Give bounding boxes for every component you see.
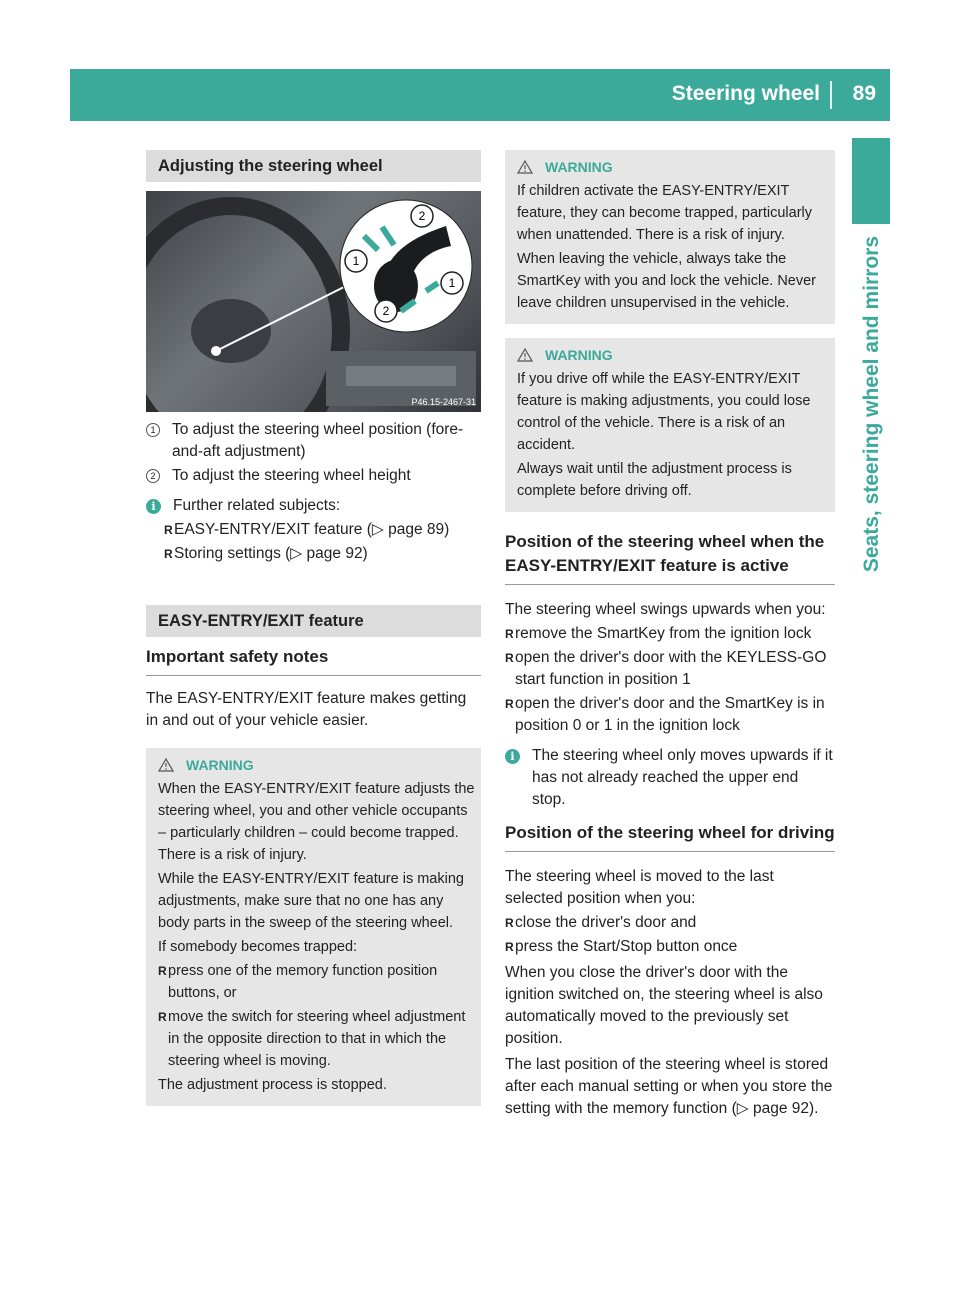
warning-triangle-icon (517, 348, 533, 362)
list-item (158, 960, 475, 1004)
warning-box (146, 748, 481, 1106)
list-item-text: press the Start/Stop button once (515, 938, 738, 955)
warning-label: WARNING (545, 159, 613, 175)
body-text: The steering wheel swings upwards when you: (505, 601, 826, 618)
warning-text: If somebody becomes trapped: (158, 939, 358, 955)
warning-text: Always wait until the adjustment process is complete before driving off. (517, 461, 792, 499)
warning-text: While the EASY-ENTRY/EXIT feature is making adjustments, make sure that no one has any body parts in the sweep of the steering wheel. (158, 871, 464, 931)
callout-text: To adjust the steering wheel height (172, 467, 411, 484)
heading-driving-position: Position of the steering wheel for driving (505, 821, 835, 852)
warning-header (517, 344, 829, 366)
list-item (146, 543, 481, 565)
link-easy-entry[interactable]: EASY-ENTRY/EXIT feature (▷ page 89) (174, 521, 450, 538)
list-item (505, 936, 835, 958)
list-item (505, 693, 835, 737)
bullet-icon: R (505, 651, 514, 665)
header-divider (830, 81, 832, 109)
list-item (146, 519, 481, 541)
link-storing-settings[interactable]: Storing settings (▷ page 92) (174, 545, 368, 562)
page-number: 89 (852, 82, 876, 105)
callout-1: 1 (352, 254, 360, 268)
warning-label: WARNING (545, 347, 613, 363)
callout-1: 1 (448, 276, 456, 290)
info-note (505, 745, 835, 811)
callout-text: To adjust the steering wheel position (fore-and-aft adjustment) (172, 421, 464, 460)
section-title-easy-entry: EASY-ENTRY/EXIT feature (146, 605, 481, 637)
bullet-icon: R (164, 523, 173, 537)
warning-text: If children activate the EASY-ENTRY/EXIT feature, they can become trapped, particularly when unattended. There is a risk of injury. (517, 183, 812, 243)
list-item (505, 912, 835, 934)
list-item-text: press one of the memory function position buttons, or (168, 963, 438, 1001)
info-note (146, 495, 481, 517)
right-column (505, 150, 835, 1120)
callout-2: 2 (418, 209, 426, 223)
section-title-adjusting: Adjusting the steering wheel (146, 150, 481, 182)
side-tab-block (852, 138, 890, 224)
bullet-icon: R (505, 627, 514, 641)
left-column (146, 150, 481, 1106)
info-icon: i (146, 499, 161, 514)
list-item (158, 1006, 475, 1072)
list-item (505, 647, 835, 691)
header-bar (70, 69, 890, 121)
body-text: The steering wheel is moved to the last selected position when you: (505, 868, 774, 907)
warning-label: WARNING (186, 757, 254, 773)
callout-item-2 (146, 465, 481, 487)
warning-header (517, 156, 829, 178)
callout-number: 1 (146, 423, 160, 437)
info-icon: i (505, 749, 520, 764)
bullet-icon: R (164, 547, 173, 561)
heading-easy-entry-active: Position of the steering wheel when the EASY-ENTRY/EXIT feature is active (505, 530, 835, 585)
side-tab-label: Seats, steering wheel and mirrors (860, 236, 883, 573)
bullet-icon: R (158, 1010, 167, 1024)
list-item-text: open the driver's door with the KEYLESS-GO start function in position 1 (515, 649, 827, 688)
list-item-text: close the driver's door and (515, 914, 697, 931)
callout-item-1 (146, 419, 481, 463)
info-text: The steering wheel only moves upwards if it has not already reached the upper end stop. (532, 747, 833, 808)
warning-box (505, 150, 835, 324)
page-title: Steering wheel (671, 82, 820, 105)
bullet-icon: R (158, 964, 167, 978)
callout-number: 2 (146, 469, 160, 483)
warning-box (505, 338, 835, 512)
warning-header (158, 754, 475, 776)
info-text: Further related subjects: (173, 497, 341, 514)
steering-wheel-illustration (146, 191, 481, 412)
list-item (505, 623, 835, 645)
list-item-text: open the driver's door and the SmartKey is in position 0 or 1 in the ignition lock (515, 695, 825, 734)
bullet-icon: R (505, 940, 514, 954)
intro-text: The EASY-ENTRY/EXIT feature makes getting in and out of your vehicle easier. (146, 690, 467, 729)
warning-text: The adjustment process is stopped. (158, 1077, 387, 1093)
warning-text: If you drive off while the EASY-ENTRY/EXIT feature is making adjustments, you could lose control of the vehicle. There is a risk of an accident. (517, 371, 811, 453)
subheading-safety: Important safety notes (146, 645, 481, 676)
body-text: The last position of the steering wheel is stored after each manual setting or when you store the setting with the memory function (▷ page 92). (505, 1056, 833, 1117)
warning-text: When the EASY-ENTRY/EXIT feature adjusts the steering wheel, you and other vehicle occupants – particularly children – could become trapped. There is a risk of injury. (158, 781, 475, 863)
list-item-text: move the switch for steering wheel adjustment in the opposite direction to that in which the steering wheel is moving. (168, 1009, 466, 1069)
steering-wheel-photo (146, 191, 481, 412)
warning-text: When leaving the vehicle, always take the SmartKey with you and lock the vehicle. Never leave children unsupervised in the vehicle. (517, 251, 816, 311)
bullet-icon: R (505, 697, 514, 711)
callout-2: 2 (382, 304, 390, 318)
bullet-icon: R (505, 916, 514, 930)
photo-code: P46.15-2467-31 (411, 397, 476, 407)
body-text: When you close the driver's door with the ignition switched on, the steering wheel is also automatically moved to the previously set position. (505, 964, 823, 1047)
list-item-text: remove the SmartKey from the ignition lock (515, 625, 812, 642)
warning-triangle-icon (517, 160, 533, 174)
warning-triangle-icon (158, 758, 174, 772)
side-tab (852, 236, 890, 736)
